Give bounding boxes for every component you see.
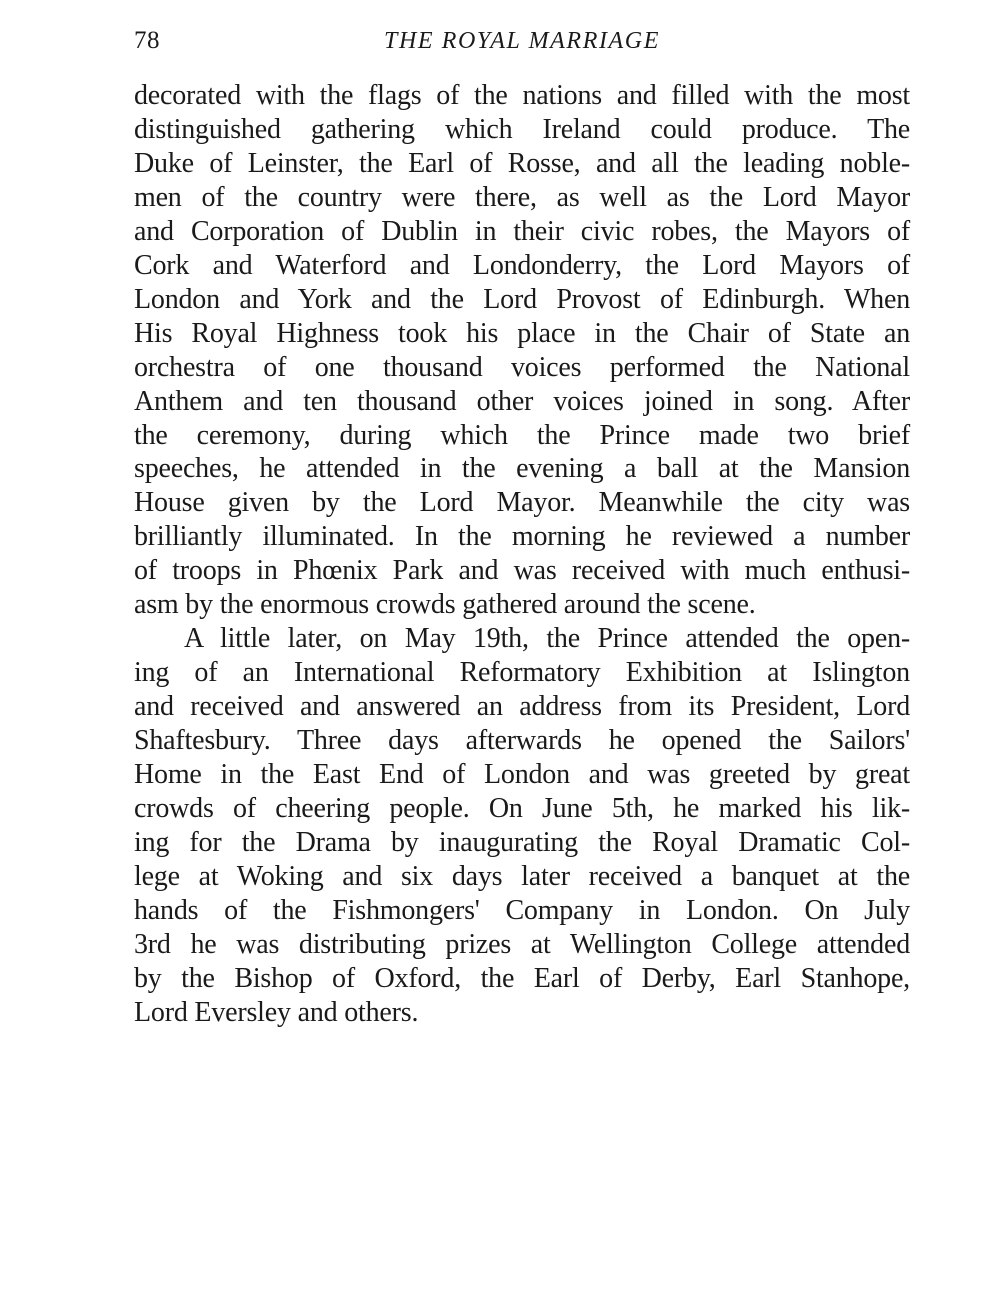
page-number: 78 (134, 27, 160, 54)
text-line: Anthem and ten thousand other voices joined in song. After (134, 385, 910, 417)
text-line: His Royal Highness took his place in the Chair of State an (134, 317, 910, 349)
text-line: of troops in Phœnix Park and was received with much enthusi- (134, 555, 910, 587)
text-line: A little later, on May 19th, the Prince attended the open- (184, 623, 910, 655)
text-line: men of the country were there, as well as the Lord Mayor (134, 181, 910, 213)
text-line: distinguished gathering which Ireland could produce. The (134, 113, 910, 145)
text-line: Duke of Leinster, the Earl of Rosse, and all the leading noble- (134, 147, 910, 179)
text-line: decorated with the flags of the nations and filled with the most (134, 80, 910, 111)
text-line: crowds of cheering people. On June 5th, he marked his lik- (134, 793, 910, 825)
body-text (134, 79, 910, 1030)
text-line: hands of the Fishmongers' Company in London. On July (134, 894, 910, 926)
page-header (134, 24, 910, 58)
text-line: 3rd he was distributing prizes at Wellington College attended (134, 928, 910, 960)
text-line: brilliantly illuminated. In the morning he reviewed a number (134, 521, 910, 553)
paragraph (134, 79, 910, 622)
text-line: ing of an International Reformatory Exhibition at Islington (134, 657, 910, 689)
text-line: by the Bishop of Oxford, the Earl of Derby, Earl Stanhope, (134, 962, 910, 994)
paragraph (134, 622, 910, 1029)
text-line: Cork and Waterford and Londonderry, the Lord Mayors of (134, 249, 910, 281)
text-line: lege at Woking and six days later received a banquet at the (134, 860, 910, 892)
text-line: the ceremony, during which the Prince made two brief (134, 419, 910, 451)
text-line: Home in the East End of London and was greeted by great (134, 759, 910, 791)
text-line: orchestra of one thousand voices performed the National (134, 351, 910, 383)
text-line: ing for the Drama by inaugurating the Royal Dramatic Col- (134, 826, 910, 858)
text-line: and Corporation of Dublin in their civic robes, the Mayors of (134, 215, 910, 247)
text-line: Shaftesbury. Three days afterwards he opened the Sailors' (134, 725, 910, 757)
text-line: speeches, he attended in the evening a ball at the Mansion (134, 453, 910, 485)
text-line: Lord Eversley and others. (134, 996, 419, 1028)
text-line: asm by the enormous crowds gathered around the scene. (134, 589, 756, 621)
text-line: London and York and the Lord Provost of Edinburgh. When (134, 283, 910, 315)
running-title: THE ROYAL MARRIAGE (384, 28, 660, 54)
text-line: and received and answered an address from its President, Lord (134, 691, 910, 723)
text-line: House given by the Lord Mayor. Meanwhile the city was (134, 487, 910, 519)
